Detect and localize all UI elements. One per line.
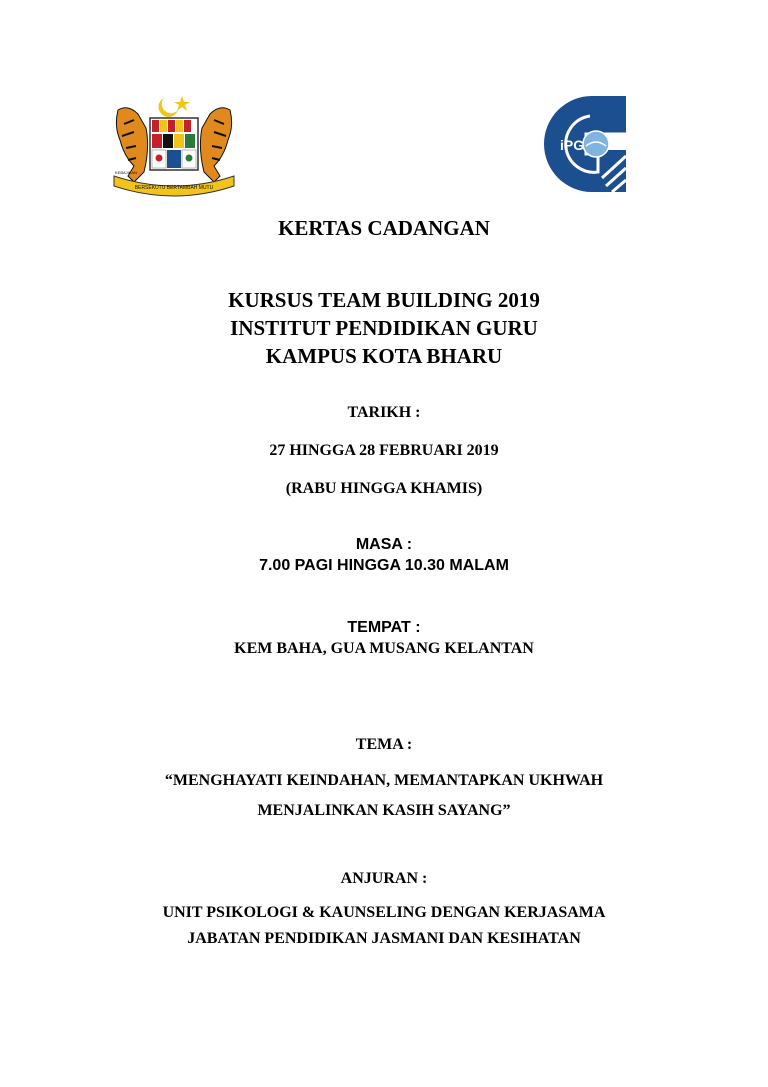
course-line-1: KURSUS TEAM BUILDING 2019 [228,288,540,312]
motto-text: BERSEKUTU BERTAMBAH MUTU [134,185,214,191]
organizer-label: ANJURAN : [340,870,428,887]
theme-label: TEMA : [355,736,413,753]
document-title: KERTAS CADANGAN [278,216,490,240]
time-label: MASA : [355,536,413,553]
date-label: TARIKH : [347,404,421,421]
theme-line-1: “MENGHAYATI KEINDAHAN, MEMANTAPKAN UKHWAH [164,772,604,789]
malaysia-coat-of-arms-icon [104,90,244,200]
ipg-logo-text: iPG [560,137,585,153]
theme-line-2: MENJALINKAN KASIH SAYANG” [257,802,511,819]
date-days: (RABU HINGGA KHAMIS) [285,480,483,497]
ipg-logo-icon [540,94,632,196]
course-line-3: KAMPUS KOTA BHARU [265,344,503,368]
time-value: 7.00 PAGI HINGGA 10.30 MALAM [259,557,509,574]
organizer-line-1: UNIT PSIKOLOGI & KAUNSELING DENGAN KERJASAMA [162,904,606,921]
venue-value: KEM BAHA, GUA MUSANG KELANTAN [234,640,534,657]
course-line-2: INSTITUT PENDIDIKAN GURU [230,316,538,340]
organizer-line-2: JABATAN PENDIDIKAN JASMANI DAN KESIHATAN [187,930,581,947]
date-value: 27 HINGGA 28 FEBRUARI 2019 [269,442,499,459]
motto-left-text: KEBAJIKAN [114,170,138,175]
venue-label: TEMPAT : [347,619,421,636]
